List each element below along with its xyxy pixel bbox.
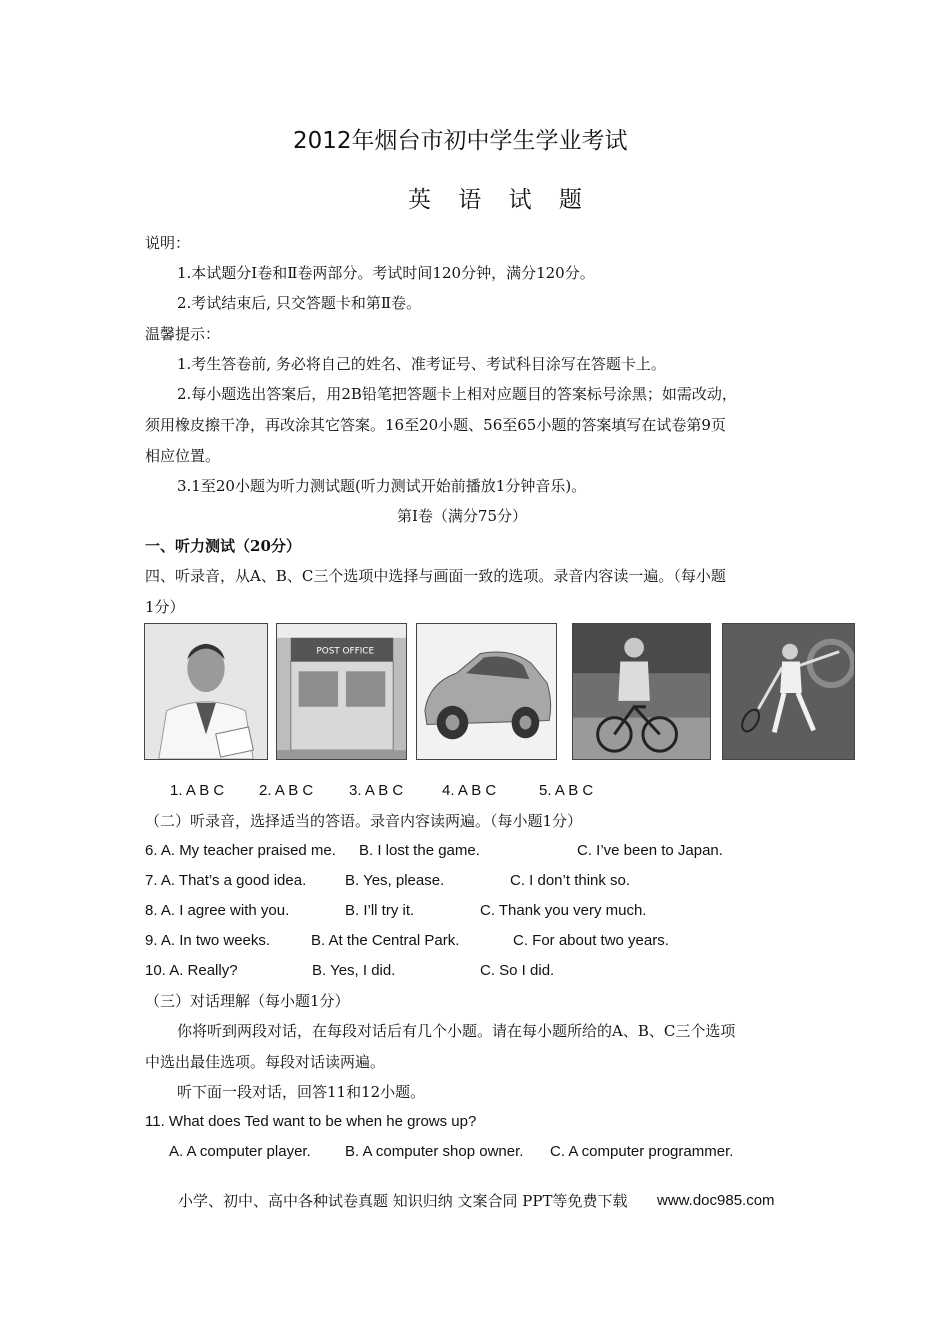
choice-1: 1. A B C: [170, 782, 225, 799]
sub-section-1-line-1: 四、听录音，从A、B、C三个选项中选择与画面一致的选项。录音内容读一遍。（每小题: [145, 567, 726, 585]
q7-a: 7. A. That’s a good idea.: [145, 872, 307, 889]
tip-2-line-3: 相应位置。: [145, 447, 221, 465]
q11-option-c: C. A computer programmer.: [550, 1143, 734, 1160]
q9-a: 9. A. In two weeks.: [145, 932, 271, 949]
instructions-label: 说明：: [145, 234, 191, 252]
q9-b: B. At the Central Park.: [311, 932, 460, 949]
q7-b: B. Yes, please.: [345, 872, 445, 889]
q6-a: 6. A. My teacher praised me.: [145, 842, 336, 859]
part-heading: 第Ⅰ卷（满分75分）: [397, 507, 528, 525]
q10-a: 10. A. Really?: [145, 962, 238, 979]
q8-b: B. I’ll try it.: [345, 902, 415, 919]
instruction-item-2: 2.考试结束后, 只交答题卡和第Ⅱ卷。: [177, 294, 422, 312]
post-office-photo: [276, 623, 407, 760]
sub-section-2: （二）听录音，选择适当的答语。录音内容读两遍。（每小题1分）: [145, 812, 583, 830]
exam-subtitle: 英 语 试 题: [408, 187, 592, 213]
q6-b: B. I lost the game.: [359, 842, 480, 859]
footer-text: 小学、初中、高中各种试卷真题 知识归纳 文案合同 PPT等免费下载: [178, 1192, 628, 1210]
tip-2-line-1: 2.每小题选出答案后，用2B铅笔把答题卡上相对应题目的答案标号涂黑；如需改动，: [177, 385, 737, 403]
footer-url[interactable]: www.doc985.com: [657, 1192, 775, 1209]
q6-c: C. I’ve been to Japan.: [577, 842, 723, 859]
q9-c: C. For about two years.: [513, 932, 669, 949]
sub-section-1-line-2: 1分）: [145, 598, 185, 616]
post-office-sign: POST OFFICE: [316, 646, 375, 657]
q11-option-b: B. A computer shop owner.: [345, 1143, 524, 1160]
q8-a: 8. A. I agree with you.: [145, 902, 290, 919]
choice-4: 4. A B C: [442, 782, 497, 799]
doctor-photo: [144, 623, 268, 760]
tip-3: 3.1至20小题为听力测试题(听力测试开始前播放1分钟音乐)。: [177, 477, 587, 495]
q8-c: C. Thank you very much.: [480, 902, 647, 919]
instruction-item-1: 1.本试题分Ⅰ卷和Ⅱ卷两部分。考试时间120分钟，满分120分。: [177, 264, 595, 282]
q11-option-a: A. A computer player.: [169, 1143, 311, 1160]
choice-2: 2. A B C: [259, 782, 314, 799]
exam-title: 2012年烟台市初中学生学业考试: [293, 128, 628, 154]
car-photo: [416, 623, 557, 760]
sub-section-3: （三）对话理解（每小题1分）: [145, 992, 350, 1010]
sub-section-3-desc-line-2: 中选出最佳选项。每段对话读两遍。: [145, 1053, 386, 1071]
sub-section-3-desc-line-1: 你将听到两段对话，在每段对话后有几个小题。请在每小题所给的A、B、C三个选项: [177, 1022, 736, 1040]
section-1-heading: 一、听力测试（20分）: [145, 537, 301, 555]
choice-3: 3. A B C: [349, 782, 404, 799]
dialog-1-instruction: 听下面一段对话，回答11和12小题。: [177, 1083, 426, 1101]
tip-1: 1.考生答卷前, 务必将自己的姓名、准考证号、考试科目涂写在答题卡上。: [177, 355, 666, 373]
tips-label: 温馨提示：: [145, 325, 221, 343]
cyclist-photo: [572, 623, 711, 760]
tip-2-line-2: 须用橡皮擦干净，再改涂其它答案。16至20小题、56至65小题的答案填写在试卷第9页: [145, 416, 726, 434]
choice-5: 5. A B C: [539, 782, 594, 799]
q10-b: B. Yes, I did.: [312, 962, 396, 979]
q10-c: C. So I did.: [480, 962, 555, 979]
q11-stem: 11. What does Ted want to be when he grows up?: [145, 1113, 477, 1130]
q7-c: C. I don’t think so.: [510, 872, 631, 889]
tennis-player-photo: [722, 623, 855, 760]
